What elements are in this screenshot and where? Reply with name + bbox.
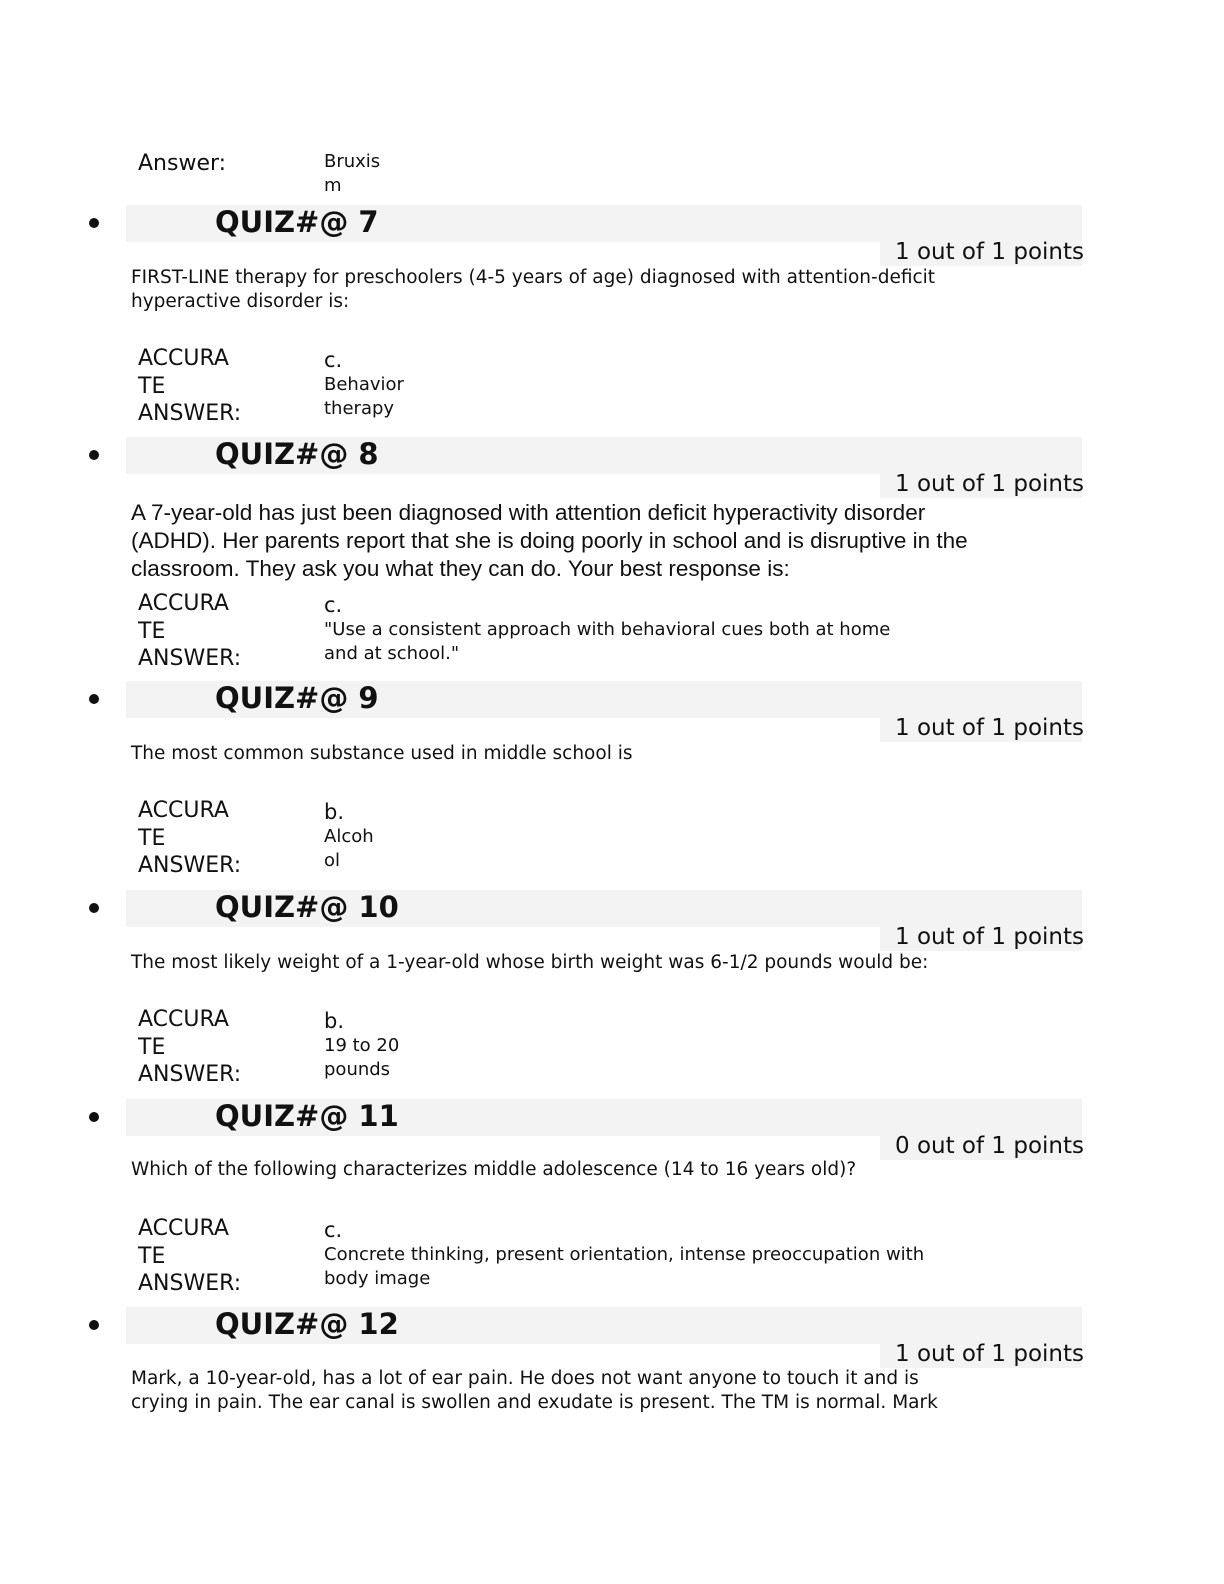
accurate-answer [324,800,374,872]
question-title: QUIZ#@ 8 [215,437,379,471]
accurate-answer-label [138,1006,241,1089]
answer-line: and at school." [324,642,460,664]
accurate-answer [324,1009,399,1081]
label-line: ACCURA [138,346,229,371]
accurate-answer-label [138,797,241,880]
question-title: QUIZ#@ 11 [215,1099,399,1133]
bullet-icon [89,450,99,460]
question-text [131,266,935,313]
bullet-icon [89,694,99,704]
label-line: TE [138,825,166,851]
label-line: ANSWER: [138,1271,242,1296]
answer-letter: b. [324,800,345,824]
label-line: TE [138,618,166,644]
question-text-line: Mark, a 10-year-old, has a lot of ear pain. He does not want anyone to touch it and is [131,1368,919,1389]
prev-answer-line: m [324,174,342,196]
prev-answer-line: Bruxis [324,151,381,172]
answer-line: Alcoh [324,826,374,847]
label-line: ACCURA [138,1216,229,1241]
question-title: QUIZ#@ 9 [215,681,379,715]
answer-line: "Use a consistent approach with behavioral cues both at home [324,619,891,640]
question-text-line: hyperactive disorder is: [131,290,350,312]
accurate-answer-label [138,345,241,428]
question-text [131,499,968,583]
label-line: ANSWER: [138,401,242,426]
question-text [131,1158,856,1182]
answer-line: Concrete thinking, present orientation, intense preoccupation with [324,1244,925,1265]
question-text-line: A 7-year-old has just been diagnosed with attention deficit hyperactivity disorder [131,500,926,525]
prev-answer-text [324,150,380,197]
question-text [131,951,928,975]
question-title: QUIZ#@ 12 [215,1307,399,1341]
accurate-answer [324,1218,924,1290]
label-line: ANSWER: [138,646,242,671]
question-points: 1 out of 1 points [895,924,1084,950]
label-line: ACCURA [138,591,229,616]
question-points: 1 out of 1 points [895,1341,1084,1367]
answer-line: Behavior [324,374,404,395]
question-text-line: Which of the following characterizes middle adolescence (14 to 16 years old)? [131,1159,857,1180]
bullet-icon [89,903,99,913]
answer-letter: c. [324,593,343,617]
answer-line: 19 to 20 [324,1035,400,1056]
question-title: QUIZ#@ 7 [215,205,379,239]
label-line: ACCURA [138,798,229,823]
accurate-answer-label [138,590,241,673]
answer-line: therapy [324,397,395,419]
label-line: ANSWER: [138,1062,242,1087]
question-title: QUIZ#@ 10 [215,890,399,924]
answer-letter: c. [324,1218,343,1242]
accurate-answer-label [138,1215,241,1298]
question-points: 1 out of 1 points [895,239,1084,265]
accurate-answer [324,348,404,420]
bullet-icon [89,1320,99,1330]
answer-line: pounds [324,1058,391,1080]
question-points: 1 out of 1 points [895,471,1084,497]
answer-letter: c. [324,348,343,372]
question-text [131,742,633,766]
question-text-line: crying in pain. The ear canal is swollen and exudate is present. The TM is normal. Mark [131,1391,938,1413]
answer-letter: b. [324,1009,345,1033]
question-text-line: The most common substance used in middle school is [131,743,633,764]
question-text-line: The most likely weight of a 1-year-old whose birth weight was 6-1/2 pounds would be: [131,952,929,973]
label-line: ACCURA [138,1007,229,1032]
bullet-icon [89,218,99,228]
question-text-line: classroom. They ask you what they can do. Your best response is: [131,556,790,581]
question-points: 0 out of 1 points [895,1133,1084,1159]
label-line: ANSWER: [138,853,242,878]
question-points: 1 out of 1 points [895,715,1084,741]
answer-line: ol [324,849,341,871]
question-text-line: FIRST-LINE therapy for preschoolers (4-5 years of age) diagnosed with attention-deficit [131,267,936,288]
accurate-answer [324,593,890,665]
label-line: TE [138,1034,166,1060]
question-text [131,1367,938,1414]
answer-line: body image [324,1267,431,1289]
prev-answer-label: Answer: [138,151,227,176]
label-line: TE [138,1243,166,1269]
bullet-icon [89,1112,99,1122]
label-line: TE [138,373,166,399]
question-text-line: (ADHD). Her parents report that she is doing poorly in school and is disruptive in the [131,528,968,553]
